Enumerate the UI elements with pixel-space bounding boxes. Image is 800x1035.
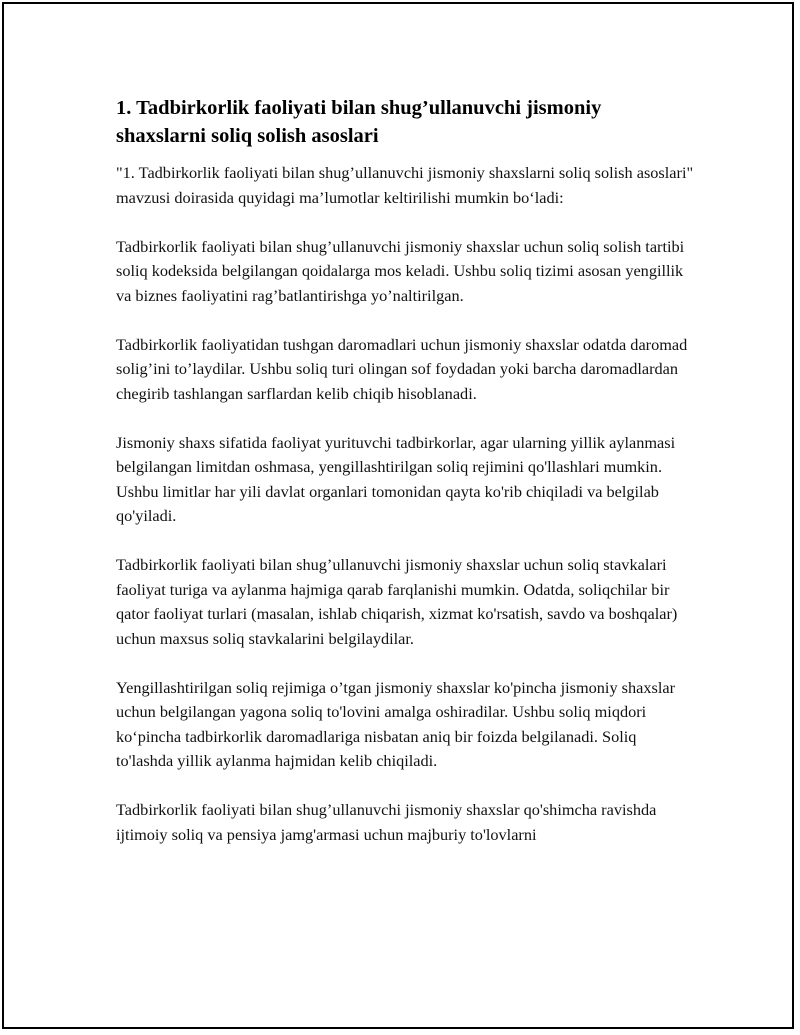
paragraph-social-tax: Tadbirkorlik faoliyati bilan shug’ullanuvchi jismoniy shaxslar qo'shimcha ravishda ijtimoiy soliq va pensiya jamg'armasi uchun majburiy to'lovlarni [116, 800, 657, 844]
paragraph-intro: "1. Tadbirkorlik faoliyati bilan shug’ullanuvchi jismoniy shaxslarni soliq solish asoslari" mavzusi doirasida quyidagi ma’lumotlar keltirilishi mumkin bo‘ladi: [116, 163, 694, 207]
paragraph-tax-rates: Tadbirkorlik faoliyati bilan shug’ullanuvchi jismoniy shaxslar uchun soliq stavkalari faoliyat turiga va aylanma hajmiga qarab farqlanishi mumkin. Odatda, soliqchilar bir qator faoliyat turlari (masalan, ishlab chiqarish, xizmat ko'rsatish, savdo va boshqalar) uchun maxsus soliq stavkalarini belgilaydilar. [116, 555, 678, 648]
paragraph-single-tax: Yengillashtirilgan soliq rejimiga o’tgan jismoniy shaxslar ko'pincha jismoniy shaxslar uchun belgilangan yagona soliq to'lovini amalga oshiradilar. Ushbu soliq miqdori ko‘pincha tadbirkorlik daromadlariga nisbatan aniq bir foizda belgilanadi. Soliq to'lashda yillik aylanma hajmidan kelib chiqiladi. [116, 677, 676, 770]
document-title: 1. Tadbirkorlik faoliyati bilan shug’ullanuvchi jismoniy shaxslarni soliq solish asoslari [116, 97, 602, 147]
document-body [116, 94, 696, 872]
paragraph-income-tax: Tadbirkorlik faoliyatidan tushgan daromadlari uchun jismoniy shaxslar odatda daromad solig’ini to’laydilar. Ushbu soliq turi olingan sof foydadan yoki barcha daromadlardan chegirib tashlangan sarflardan kelib chiqib hisoblanadi. [116, 334, 688, 403]
paragraph-tax-code: Tadbirkorlik faoliyati bilan shug’ullanuvchi jismoniy shaxslar uchun soliq solish tartibi soliq kodeksida belgilangan qoidalarga mos keladi. Ushbu soliq tizimi asosan yengillik va biznes faoliyatini rag’batlantirishga yo’naltirilgan. [116, 236, 685, 305]
paragraph-simplified-regime: Jismoniy shaxs sifatida faoliyat yurituvchi tadbirkorlar, agar ularning yillik aylanmasi belgilangan limitdan oshmasa, yengillashtirilgan soliq rejimini qo'llashlari mumkin. Ushbu limitlar har yili davlat organlari tomonidan qayta ko'rib chiqiladi va belgilab qo'yiladi. [116, 432, 676, 525]
